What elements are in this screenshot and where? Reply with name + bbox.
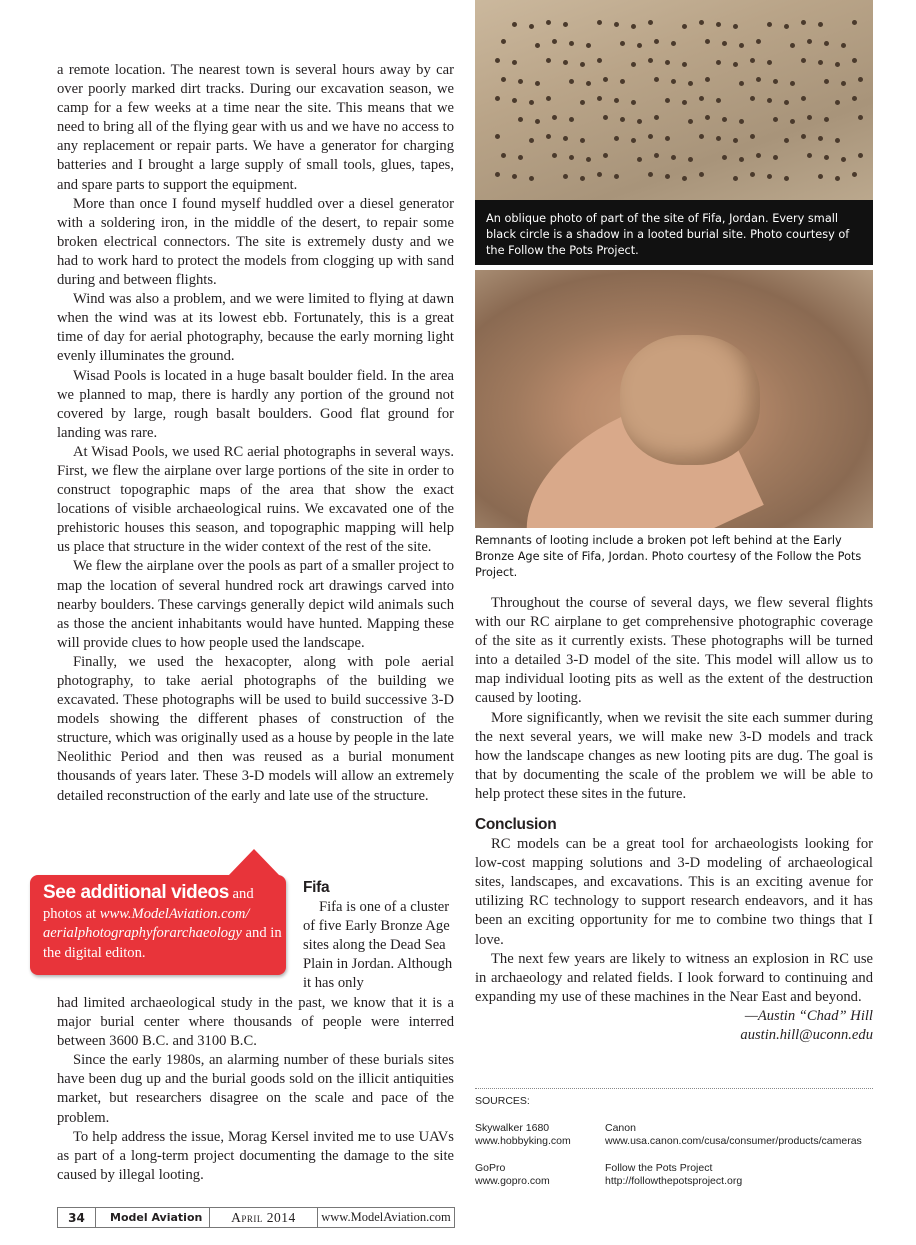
- looting-pit-dot: [648, 20, 653, 25]
- paragraph: Finally, we used the hexacopter, along with pole aerial photography, to take aerial photographs of the building we excavated. These photographs will be used to build successive 3-D models showing the different phases of construction of the structure, which was originally used as a house by people in the late Neolithic Period and then was reused as a burial monument thousands of years later. These 3-D models will allow an extremely detailed reconstruction of the early and late use of the structure.: [57, 653, 454, 804]
- source-url[interactable]: http://followthepotsproject.org: [605, 1175, 743, 1187]
- looting-pit-dot: [716, 60, 721, 65]
- looting-pit-dot: [739, 119, 744, 124]
- looting-pit-dot: [563, 22, 568, 27]
- pot-shape: [620, 335, 760, 465]
- looting-pit-dot: [818, 22, 823, 27]
- looting-pit-dot: [750, 58, 755, 63]
- source-url[interactable]: www.hobbyking.com: [475, 1135, 571, 1147]
- looting-pit-dot: [631, 138, 636, 143]
- looting-pit-dot: [699, 96, 704, 101]
- looting-pit-dot: [818, 60, 823, 65]
- looting-pit-dot: [597, 20, 602, 25]
- looting-pit-dot: [546, 20, 551, 25]
- paragraph: Wisad Pools is located in a huge basalt boulder field. In the area we planned to map, there is hardly any portion of the ground not covered by large, rough basalt boulders. Good flat ground for landing was rare.: [57, 367, 454, 441]
- looting-pit-dot: [807, 115, 812, 120]
- looting-pit-dot: [682, 62, 687, 67]
- looting-pit-dot: [722, 41, 727, 46]
- looting-pit-dot: [620, 79, 625, 84]
- looting-pit-dot: [835, 100, 840, 105]
- looting-pit-dot: [784, 138, 789, 143]
- paragraph: Since the early 1980s, an alarming number of these burials sites have been dug up and the burial goods sold on the illicit antiquities market, but researchers disagree on the scale and pace of the problem.: [57, 1052, 454, 1126]
- looting-pit-dot: [603, 153, 608, 158]
- looting-pit-dot: [801, 20, 806, 25]
- looting-pit-dot: [512, 98, 517, 103]
- looting-pit-dot: [665, 98, 670, 103]
- fifa-continued: [57, 994, 454, 1185]
- looting-pit-dot: [858, 115, 863, 120]
- looting-pit-dot: [552, 153, 557, 158]
- looting-pit-dot: [767, 60, 772, 65]
- looting-pit-dot: [654, 115, 659, 120]
- looting-pit-dot: [665, 136, 670, 141]
- looting-pit-dot: [784, 176, 789, 181]
- looting-pit-dot: [818, 136, 823, 141]
- looting-pit-dot: [580, 138, 585, 143]
- paragraph: More than once I found myself huddled over a diesel generator with a soldering iron, in the middle of the desert, to repair some broken electrical connectors. The site is extremely dusty and we had to work hard to protect the models from clogging up with sand during and between flights.: [57, 195, 454, 289]
- looting-pit-dot: [801, 96, 806, 101]
- looting-pit-dot: [699, 172, 704, 177]
- looting-pit-dot: [852, 20, 857, 25]
- looting-pit-dot: [654, 39, 659, 44]
- looting-pit-dot: [603, 77, 608, 82]
- looting-pit-dot: [620, 117, 625, 122]
- looting-pit-dot: [535, 119, 540, 124]
- source-name: Skywalker 1680: [475, 1121, 550, 1134]
- paragraph: The next few years are likely to witness an explosion in RC use in archaeology and related fields. I look forward to continuing and expanding my use of these machines in the Near East and beyond.: [475, 950, 873, 1005]
- looting-pit-dot: [569, 117, 574, 122]
- source-name: Canon: [605, 1121, 636, 1134]
- looting-pit-dot: [529, 138, 534, 143]
- looting-pit-dot: [580, 100, 585, 105]
- looting-pit-dot: [495, 96, 500, 101]
- looting-pit-dot: [824, 155, 829, 160]
- callout-heading: See additional videos: [43, 882, 229, 903]
- looting-pit-dot: [546, 134, 551, 139]
- looting-pit-dot: [773, 79, 778, 84]
- looting-pit-dot: [535, 81, 540, 86]
- looting-pit-dot: [637, 119, 642, 124]
- paragraph: We flew the airplane over the pools as part of a smaller project to map the location of several hundred rock art drawings carved into nearby boulders. These carvings generally depict wild animals such as those the ancient inhabitants would have hunted. Mapping these will provide clues to how people used the landscape.: [57, 558, 454, 651]
- looting-pit-dot: [586, 43, 591, 48]
- looting-pit-dot: [682, 100, 687, 105]
- looting-pit-dot: [529, 100, 534, 105]
- looting-pit-dot: [648, 172, 653, 177]
- paragraph: a remote location. The nearest town is several hours away by car over poorly marked dirt tracks. During our excavation season, we camp for a few weeks at a time near the site. This means that we need to bring all of the flying gear with us and we have no access to any replacement or repair parts. We have a generator for charging batteries and I brought a large supply of small tools, glues, tapes, and spare parts to support the equipment.: [57, 62, 454, 193]
- looting-pit-dot: [688, 157, 693, 162]
- section-heading: Fifa: [303, 879, 330, 896]
- looting-pit-dot: [546, 58, 551, 63]
- looting-pit-dot: [682, 176, 687, 181]
- looting-pit-dot: [790, 81, 795, 86]
- looting-pit-dot: [705, 39, 710, 44]
- source-url[interactable]: www.usa.canon.com/cusa/consumer/products/cameras: [605, 1135, 862, 1147]
- looting-pit-dot: [852, 96, 857, 101]
- callout-box: [30, 875, 286, 975]
- looting-pit-dot: [654, 77, 659, 82]
- looting-pit-dot: [665, 60, 670, 65]
- looting-pit-dot: [614, 174, 619, 179]
- looting-pit-dot: [733, 138, 738, 143]
- paragraph: At Wisad Pools, we used RC aerial photographs in several ways. First, we flew the airplane over large portions of the site in order to construct topographic maps of the area that show the exact locations of visible archaeological ruins. We excavated one of the prehistoric houses this season, and topographic mapping will help us place that structure in the wider context of the rest of the site.: [57, 443, 454, 556]
- looting-pit-dot: [512, 174, 517, 179]
- looting-pit-dot: [631, 24, 636, 29]
- looting-pit-dot: [739, 43, 744, 48]
- looting-pit-dot: [716, 136, 721, 141]
- looting-pit-dot: [824, 79, 829, 84]
- looting-pit-dot: [580, 62, 585, 67]
- looting-pit-dot: [495, 172, 500, 177]
- looting-pit-dot: [552, 39, 557, 44]
- looting-pit-dot: [671, 41, 676, 46]
- looting-pit-dot: [807, 153, 812, 158]
- looting-pit-dot: [790, 119, 795, 124]
- looting-pit-dot: [637, 43, 642, 48]
- looting-pit-dot: [580, 176, 585, 181]
- paragraph: Fifa is one of a cluster of five Early Bronze Age sites along the Dead Sea Plain in Jordan. Although it has only: [303, 899, 453, 992]
- looting-pit-dot: [767, 22, 772, 27]
- right-column: [475, 594, 873, 1045]
- looting-pit-dot: [824, 117, 829, 122]
- looting-pit-dot: [733, 24, 738, 29]
- looting-pit-dot: [858, 77, 863, 82]
- looting-pit-dot: [756, 77, 761, 82]
- looting-pit-dot: [784, 100, 789, 105]
- looting-pit-dot: [563, 60, 568, 65]
- looting-pit-dot: [858, 153, 863, 158]
- looting-pit-dot: [852, 58, 857, 63]
- looting-pit-dot: [841, 157, 846, 162]
- looting-pit-dot: [824, 41, 829, 46]
- looting-pit-dot: [750, 96, 755, 101]
- paragraph: Wind was also a problem, and we were limited to flying at dawn when the wind was at its lowest ebb. Fortunately, this is a great time of day for aerial photography, because the early morning light evenly illuminates the ground.: [57, 291, 454, 365]
- looting-pit-dot: [750, 134, 755, 139]
- looting-pit-dot: [631, 100, 636, 105]
- looting-pit-dot: [671, 79, 676, 84]
- looting-pit-dot: [603, 115, 608, 120]
- looting-pit-dot: [495, 134, 500, 139]
- looting-pit-dot: [756, 153, 761, 158]
- looting-pit-dot: [756, 39, 761, 44]
- author-email[interactable]: austin.hill@uconn.edu: [740, 1026, 873, 1043]
- paragraph: had limited archaeological study in the past, we know that it is a major burial center where thousands of people were interred between 3600 B.C. and 3100 B.C.: [57, 995, 454, 1050]
- looting-pit-dot: [654, 153, 659, 158]
- looting-pit-dot: [648, 134, 653, 139]
- paragraph: Throughout the course of several days, we flew several flights with our RC airplane to get comprehensive photographic coverage of the site as it currently exists. These photographs will be turned into a detailed 3-D model of the site. This model will allow us to map individual looting pits as well as the extent of the destruction caused by looting.: [475, 595, 873, 707]
- looting-pit-dot: [597, 58, 602, 63]
- looting-pit-dot: [614, 98, 619, 103]
- looting-pit-dot: [563, 174, 568, 179]
- looting-pit-dot: [597, 96, 602, 101]
- looting-pit-dot: [750, 172, 755, 177]
- looting-pit-dot: [767, 174, 772, 179]
- looting-pit-dot: [722, 117, 727, 122]
- looting-pit-dot: [699, 134, 704, 139]
- looting-pit-dot: [637, 157, 642, 162]
- looting-pit-dot: [501, 39, 506, 44]
- source-name: Follow the Pots Project: [605, 1161, 713, 1174]
- looting-pit-dot: [841, 81, 846, 86]
- looting-pit-dot: [518, 155, 523, 160]
- looting-pit-dot: [688, 119, 693, 124]
- photo-aerial-fifa: [475, 0, 873, 265]
- looting-pit-dot: [739, 81, 744, 86]
- photo-broken-pot: [475, 270, 873, 528]
- photo-caption: An oblique photo of part of the site of Fifa, Jordan. Every small black circle is a shadow in a looted burial site. Photo courtesy of the Follow the Pots Project.: [475, 200, 873, 265]
- author-name: —Austin “Chad” Hill: [744, 1007, 873, 1024]
- source-url[interactable]: www.gopro.com: [475, 1175, 550, 1187]
- looting-pit-dot: [546, 96, 551, 101]
- looting-pit-dot: [495, 58, 500, 63]
- sources-box: [475, 1088, 873, 1189]
- magazine-name: Model Aviation: [96, 1208, 210, 1227]
- looting-pit-dot: [722, 155, 727, 160]
- website-link[interactable]: www.ModelAviation.com: [321, 1210, 451, 1224]
- looting-pit-dot: [705, 115, 710, 120]
- looting-pit-dot: [767, 98, 772, 103]
- looting-pit-dot: [705, 77, 710, 82]
- looting-pit-dot: [784, 24, 789, 29]
- looting-pit-dot: [563, 136, 568, 141]
- page-number: 34: [58, 1208, 96, 1227]
- looting-pit-dot: [665, 174, 670, 179]
- looting-pit-dot: [835, 62, 840, 67]
- looting-pit-dot: [682, 24, 687, 29]
- callout-link[interactable]: www.ModelAviation.com/ aerialphotographyforarchaeology: [43, 905, 250, 941]
- looting-pit-dot: [512, 60, 517, 65]
- looting-pit-dot: [801, 134, 806, 139]
- looting-pit-dot: [518, 117, 523, 122]
- looting-pit-dot: [586, 157, 591, 162]
- paragraph: To help address the issue, Morag Kersel invited me to use UAVs as part of a long-term project documenting the damage to the site caused by illegal looting.: [57, 1128, 454, 1183]
- looting-pit-dot: [512, 22, 517, 27]
- looting-pit-dot: [688, 81, 693, 86]
- looting-pit-dot: [835, 176, 840, 181]
- looting-pit-dot: [790, 43, 795, 48]
- looting-pit-dot: [801, 58, 806, 63]
- looting-pit-dot: [569, 41, 574, 46]
- looting-pit-dot: [841, 43, 846, 48]
- source-name: GoPro: [475, 1161, 506, 1174]
- looting-pit-dot: [835, 138, 840, 143]
- callout-text: and in the digital editon.: [43, 925, 282, 961]
- issue-date: April 2014: [210, 1208, 318, 1227]
- callout-text: and photos at: [43, 886, 254, 922]
- looting-pit-dot: [733, 176, 738, 181]
- looting-pit-dot: [518, 79, 523, 84]
- looting-pit-dot: [614, 22, 619, 27]
- left-column: [57, 61, 454, 806]
- looting-pit-dot: [529, 176, 534, 181]
- looting-pit-dot: [699, 20, 704, 25]
- looting-pit-dot: [716, 98, 721, 103]
- looting-pit-dot: [739, 157, 744, 162]
- fifa-section: [303, 878, 455, 993]
- photo-caption: Remnants of looting include a broken pot left behind at the Early Bronze Age site of Fifa, Jordan. Photo courtesy of the Follow the Pots Project.: [475, 534, 862, 579]
- looting-pit-dot: [631, 62, 636, 67]
- looting-pit-dot: [671, 155, 676, 160]
- looting-pit-dot: [501, 77, 506, 82]
- looting-pit-dot: [535, 43, 540, 48]
- sources-title: SOURCES:: [475, 1095, 530, 1107]
- looting-pit-dot: [852, 172, 857, 177]
- paragraph: More significantly, when we revisit the site each summer during the next several years, we will make new 3-D models and track how the landscape changes as new looting pits are dug. The goal is that by documenting the scale of the problem we will be able to help protect these sites in the future.: [475, 709, 873, 802]
- looting-pit-dot: [569, 79, 574, 84]
- looting-pit-dot: [648, 58, 653, 63]
- looting-pit-dot: [586, 81, 591, 86]
- looting-pit-dot: [614, 136, 619, 141]
- looting-pit-dot: [620, 41, 625, 46]
- conclusion-heading: Conclusion: [475, 816, 557, 834]
- looting-pit-dot: [773, 117, 778, 122]
- looting-pit-dot: [501, 153, 506, 158]
- looting-pit-dot: [773, 155, 778, 160]
- looting-pit-dot: [552, 115, 557, 120]
- looting-pit-dot: [716, 22, 721, 27]
- looting-pit-dot: [818, 174, 823, 179]
- looting-pit-dot: [597, 172, 602, 177]
- looting-pit-dot: [733, 62, 738, 67]
- looting-pit-dot: [807, 39, 812, 44]
- looting-pit-dot: [569, 155, 574, 160]
- looting-pit-dot: [529, 24, 534, 29]
- page-footer: [57, 1207, 455, 1228]
- paragraph: RC models can be a great tool for archaeologists looking for low-cost mapping solutions and 3-D modeling of archaeological sites, landscapes, and excavations. This is an exciting avenue for utilizing RC technology to support research endeavors, and it has been an exciting opportunity for me to combine two things that I love.: [475, 836, 873, 948]
